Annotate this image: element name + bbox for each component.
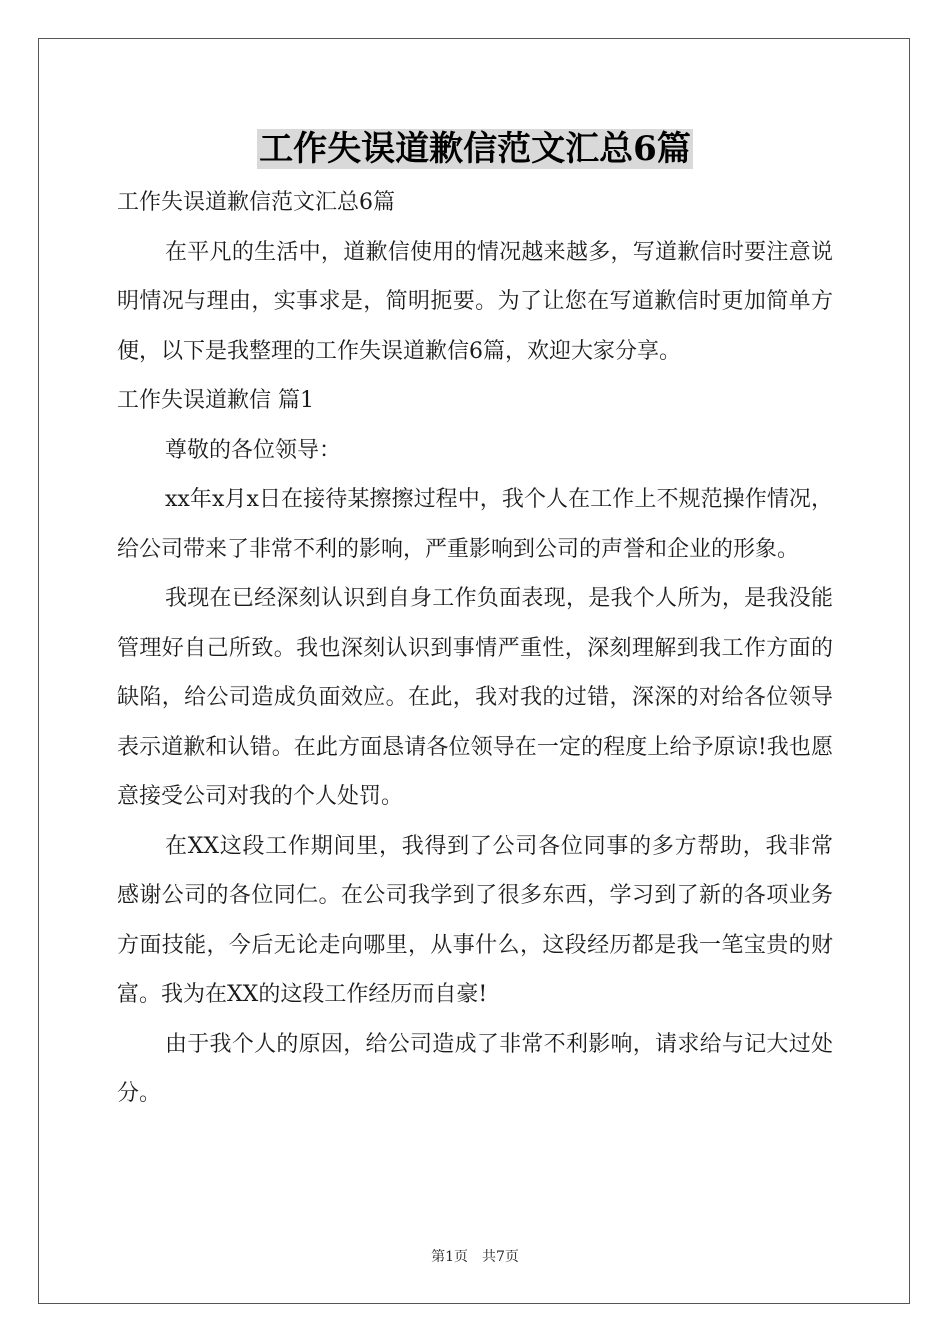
paragraph: 在XX这段工作期间里，我得到了公司各位同事的多方帮助，我非常感谢公司的各位同仁。在公司我学到了很多东西，学习到了新的各项业务方面技能，今后无论走向哪里，从事什么，这段经历都是我一笔宝贵的财富。我为在XX的这段工作经历而自豪! <box>117 833 833 1007</box>
paragraph: xx年x月x日在接待某擦擦过程中，我个人在工作上不规范操作情况，给公司带来了非常不利的影响，严重影响到公司的声誉和企业的形象。 <box>117 487 833 562</box>
document-title <box>0 126 950 172</box>
page-number-footer: 第1页 共7页 <box>431 1249 519 1265</box>
paragraph: 我现在已经深刻认识到自身工作负面表现，是我个人所为，是我没能管理好自己所致。我也深刻认识到事情严重性，深刻理解到我工作方面的缺陷，给公司造成负面效应。在此，我对我的过错，深深的对给各位领导表示道歉和认错。在此方面恳请各位领导在一定的程度上给予原谅!我也愿意接受公司对我的个人处罚。 <box>117 586 833 809</box>
section-heading: 工作失误道歉信 篇1 <box>117 388 314 413</box>
paragraph: 由于我个人的原因，给公司造成了非常不利影响，请求给与记大过处分。 <box>117 1031 833 1106</box>
document-body <box>117 178 833 1119</box>
document-title-text: 工作失误道歉信范文汇总6篇 <box>259 129 691 169</box>
paragraph-intro: 在平凡的生活中，道歉信使用的情况越来越多，写道歉信时要注意说明情况与理由，实事求是，简明扼要。为了让您在写道歉信时更加简单方便，以下是我整理的工作失误道歉信6篇，欢迎大家分享。 <box>117 239 833 364</box>
paragraph-salutation: 尊敬的各位领导： <box>165 437 342 463</box>
paragraph-heading: 工作失误道歉信范文汇总6篇 <box>117 190 395 215</box>
